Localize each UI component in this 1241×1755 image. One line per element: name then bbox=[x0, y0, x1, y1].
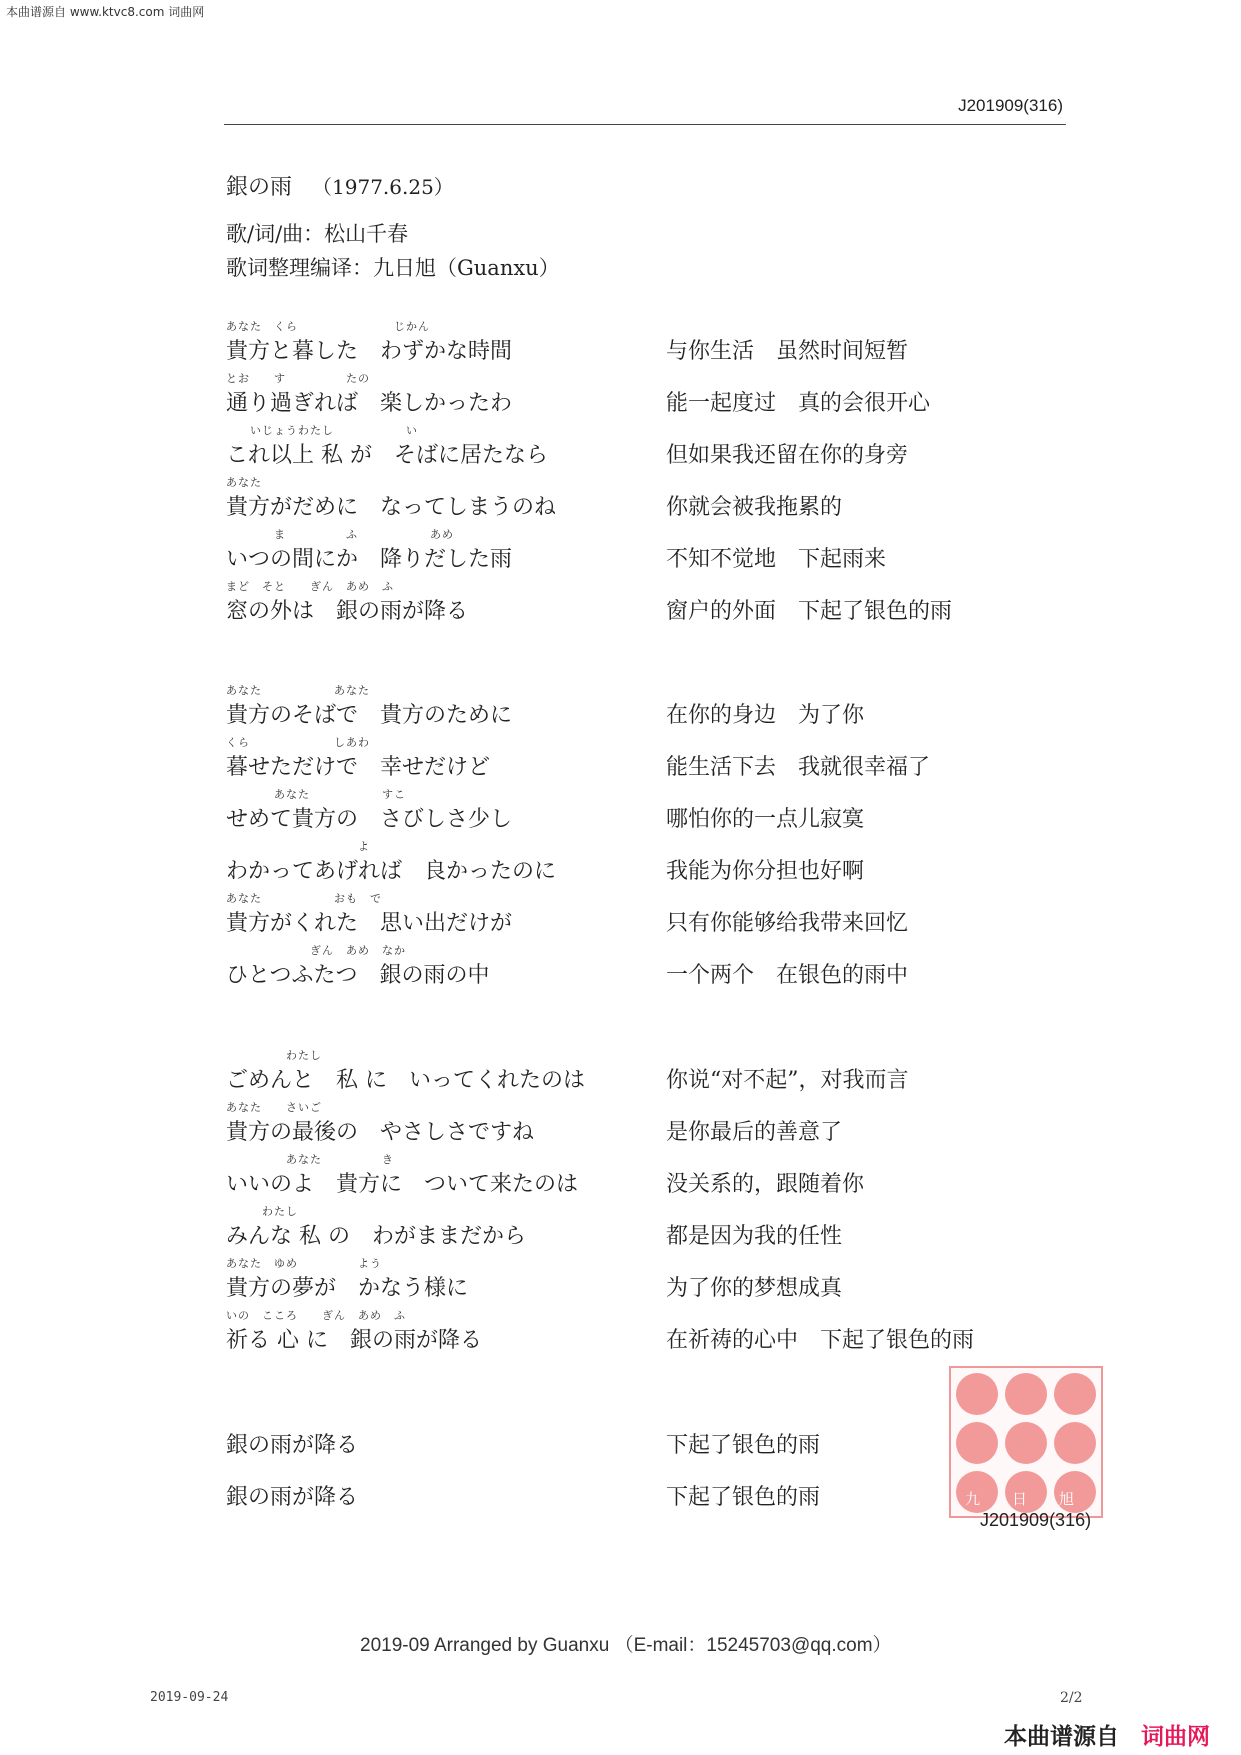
lyric-jp: 暮せただけで 幸せだけど bbox=[226, 755, 491, 780]
ruby-line: あなた ゆめ よう bbox=[226, 1257, 382, 1270]
lyric-jp: 窓の外は 銀の雨が降る bbox=[226, 599, 469, 624]
lyric-jp: いつの間にか 降りだした雨 bbox=[226, 547, 513, 572]
lyric-cn: 不知不觉地 下起雨来 bbox=[666, 547, 887, 572]
ruby-line: あなた bbox=[226, 476, 262, 489]
lyric-cn: 没关系的，跟随着你 bbox=[666, 1172, 865, 1197]
lyric-cn: 你就会被我拖累的 bbox=[666, 495, 843, 520]
lyric-cn: 我能为你分担也好啊 bbox=[666, 859, 865, 884]
stamp-dot bbox=[1005, 1373, 1047, 1415]
lyric-cn: 为了你的梦想成真 bbox=[666, 1276, 843, 1301]
lyric-cn: 哪怕你的一点儿寂寞 bbox=[666, 807, 865, 832]
ruby-line: わたし bbox=[226, 1205, 298, 1218]
lyric-jp: 貴方がくれた 思い出だけが bbox=[226, 911, 513, 936]
lyric-cn: 能一起度过 真的会很开心 bbox=[666, 391, 931, 416]
song-title bbox=[226, 170, 454, 201]
footer-credit: 2019-09 Arranged by Guanxu （E-mail：15245703@qq.com） bbox=[360, 1635, 892, 1656]
lyric-jp: 祈る 心 に 銀の雨が降る bbox=[226, 1328, 482, 1353]
lyric-jp: 貴方がだめに なってしまうのね bbox=[226, 495, 557, 520]
lyric-jp: 銀の雨が降る bbox=[226, 1433, 359, 1458]
ruby-line: あなた き bbox=[226, 1153, 394, 1166]
ruby-line: とお す たの bbox=[226, 372, 370, 385]
lyric-cn: 能生活下去 我就很幸福了 bbox=[666, 755, 931, 780]
credit-music: 歌/词/曲：松山千春 bbox=[226, 222, 409, 246]
lyric-cn: 是你最后的善意了 bbox=[666, 1120, 843, 1145]
doc-code: J201909(316) bbox=[958, 96, 1063, 115]
brand-footer bbox=[1004, 1718, 1210, 1751]
lyric-jp: これ以上 私 が そばに居たなら bbox=[226, 443, 548, 468]
lyric-jp: 貴方のそばで 貴方のために bbox=[226, 703, 513, 728]
lyric-jp: せめて貴方の さびしさ少し bbox=[226, 807, 513, 832]
ruby-line: いの こころ ぎん あめ ふ bbox=[226, 1309, 406, 1322]
ruby-line: あなた すこ bbox=[226, 788, 406, 801]
ruby-line: あなた あなた bbox=[226, 684, 370, 697]
lyric-cn: 窗户的外面 下起了银色的雨 bbox=[666, 599, 953, 624]
ruby-line: くら しあわ bbox=[226, 736, 370, 749]
credit-translation: 歌词整理编译：九日旭（Guanxu） bbox=[226, 256, 560, 280]
lyric-jp: みんな 私 の わがままだから bbox=[226, 1224, 526, 1249]
lyric-jp: いいのよ 貴方に ついて来たのは bbox=[226, 1172, 579, 1197]
lyric-cn: 与你生活 虽然时间短暂 bbox=[666, 339, 909, 364]
doc-code-bottom: J201909(316) bbox=[980, 1510, 1092, 1530]
stamp-text: 九日旭 bbox=[965, 1490, 1107, 1508]
lyric-cn: 在你的身边 为了你 bbox=[666, 703, 865, 728]
ruby-line: あなた さいご bbox=[226, 1101, 322, 1114]
stamp-dot bbox=[956, 1373, 998, 1415]
lyric-jp: 通り過ぎれば 楽しかったわ bbox=[226, 391, 513, 416]
lyric-cn: 但如果我还留在你的身旁 bbox=[666, 443, 909, 468]
lyric-jp: わかってあげれば 良かったのに bbox=[226, 859, 557, 884]
lyric-jp: 銀の雨が降る bbox=[226, 1485, 359, 1510]
lyric-jp: 貴方の最後の やさしさですね bbox=[226, 1120, 535, 1145]
print-date: 2019-09-24 bbox=[150, 1690, 229, 1705]
ruby-line: わたし bbox=[226, 1049, 322, 1062]
brand-link[interactable]: 词曲网 bbox=[1141, 1724, 1210, 1750]
title-date: （1977.6.25） bbox=[312, 175, 454, 199]
lyric-jp: 貴方の夢が かなう様に bbox=[226, 1276, 469, 1301]
lyric-cn: 在祈祷的心中 下起了银色的雨 bbox=[666, 1328, 975, 1353]
lyric-jp: ごめんと 私 に いってくれたのは bbox=[226, 1068, 585, 1093]
lyric-jp: 貴方と暮した わずかな時間 bbox=[226, 339, 513, 364]
source-watermark: 本曲谱源自 www.ktvc8.com 词曲网 bbox=[6, 5, 205, 19]
stamp-dot bbox=[1005, 1422, 1047, 1464]
title-text: 銀の雨 bbox=[226, 175, 293, 200]
lyric-cn: 你说“对不起”，对我而言 bbox=[666, 1068, 909, 1093]
lyric-cn: 下起了银色的雨 bbox=[666, 1485, 821, 1510]
page-number: 2/2 bbox=[1060, 1690, 1083, 1706]
lyric-cn: 下起了银色的雨 bbox=[666, 1433, 821, 1458]
ruby-line: いじょうわたし い bbox=[226, 424, 418, 437]
seal-stamp bbox=[949, 1366, 1107, 1518]
ruby-line: ま ふ あめ bbox=[226, 528, 454, 541]
ruby-line: まど そと ぎん あめ ふ bbox=[226, 580, 394, 593]
lyric-cn: 都是因为我的任性 bbox=[666, 1224, 843, 1249]
lyric-cn: 一个两个 在银色的雨中 bbox=[666, 963, 909, 988]
lyric-cn: 只有你能够给我带来回忆 bbox=[666, 911, 909, 936]
ruby-line: ぎん あめ なか bbox=[226, 944, 406, 957]
ruby-line: よ bbox=[226, 840, 370, 853]
stamp-dot bbox=[1054, 1373, 1096, 1415]
lyric-jp: ひとつふたつ 銀の雨の中 bbox=[226, 963, 490, 988]
ruby-line: あなた くら じかん bbox=[226, 320, 430, 333]
ruby-line: あなた おも で bbox=[226, 892, 382, 905]
stamp-dot bbox=[956, 1422, 998, 1464]
brand-left: 本曲谱源自 bbox=[1004, 1724, 1119, 1750]
stamp-dot bbox=[1054, 1422, 1096, 1464]
header-rule bbox=[224, 124, 1066, 125]
